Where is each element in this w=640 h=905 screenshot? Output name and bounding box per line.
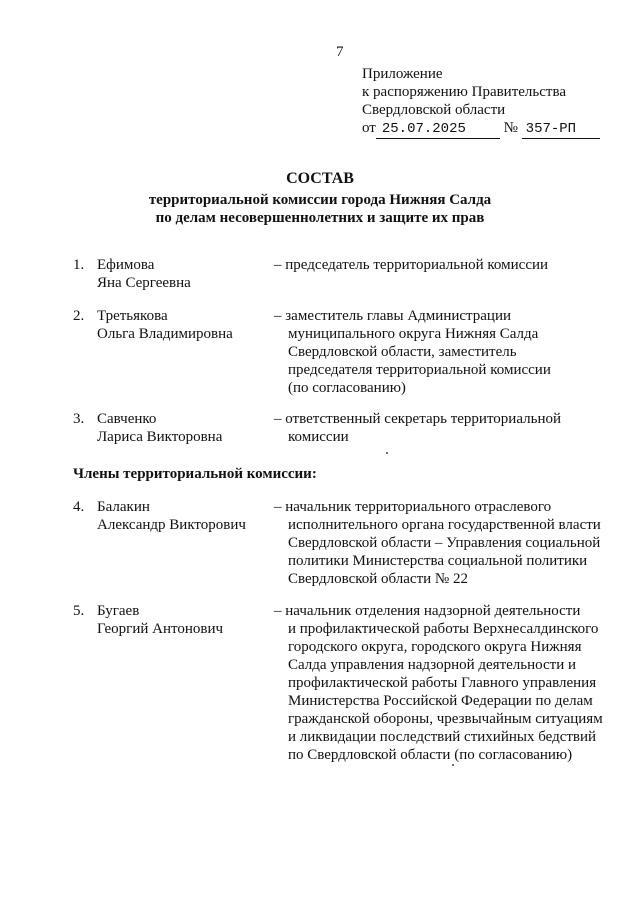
role-line: – начальник отделения надзорной деятельности: [274, 603, 581, 619]
role-line: – ответственный секретарь территориальной: [274, 411, 561, 427]
entry-surname: Бугаев: [97, 603, 140, 619]
title-line-3: по делам несовершеннолетних и защите их прав: [155, 210, 485, 226]
decree-number: 357-РП: [522, 120, 600, 139]
entry-number: 1.: [73, 257, 85, 273]
role-line: муниципального округа Нижняя Салда: [288, 326, 539, 342]
entry-name: [97, 498, 246, 534]
entry-given-name: Лариса Викторовна: [97, 429, 223, 445]
role-line: (по согласованию): [288, 380, 406, 396]
entry-surname: Балакин: [97, 499, 150, 515]
scan-dot: [452, 764, 454, 766]
entry-role: [274, 498, 619, 588]
role-line: и профилактической работы Верхнесалдинского: [288, 621, 599, 637]
role-line: городского округа, городского округа Нижняя: [288, 639, 582, 655]
document-title: [0, 170, 640, 227]
entry-role: [274, 256, 619, 274]
appendix-line-2: к распоряжению Правительства: [362, 84, 567, 100]
entry-number: 3.: [73, 411, 85, 427]
entry-name: [97, 410, 222, 446]
role-line: Министерства Российской Федерации по делам: [288, 693, 593, 709]
entry-surname: Савченко: [97, 411, 157, 427]
members-heading: Члены территориальной комиссии:: [73, 466, 317, 482]
role-line: Салда управления надзорной деятельности и: [288, 657, 577, 673]
entry-given-name: Александр Викторович: [97, 517, 246, 533]
entry-number: 4.: [73, 499, 85, 515]
entry-name: [97, 256, 191, 292]
entry-given-name: Георгий Антонович: [97, 621, 224, 637]
role-line: комиссии: [288, 429, 349, 445]
entry-given-name: Яна Сергеевна: [97, 275, 191, 291]
appendix-date-line: [362, 119, 622, 139]
role-line: профилактической работы Главного управления: [288, 675, 597, 691]
entry-name: [97, 307, 233, 343]
page-number: 7: [336, 44, 344, 60]
role-line: гражданской обороны, чрезвычайным ситуациям: [288, 711, 603, 727]
entry-number: 2.: [73, 308, 85, 324]
role-line: – начальник территориального отраслевого: [274, 499, 552, 515]
role-line: Свердловской области № 22: [288, 571, 468, 587]
role-line: исполнительного органа государственной власти: [288, 517, 601, 533]
entry-number: 5.: [73, 603, 85, 619]
role-line: Свердловской области, заместитель: [288, 344, 517, 360]
appendix-line-1: Приложение: [362, 66, 443, 82]
entry-role: [274, 307, 619, 397]
entry-surname: Ефимова: [97, 257, 155, 273]
entry-name: [97, 602, 223, 638]
role-line: – председатель территориальной комиссии: [274, 257, 549, 273]
decree-date: 25.07.2025: [376, 120, 500, 139]
role-line: председателя территориальной комиссии: [288, 362, 551, 378]
role-line: по Свердловской области (по согласованию): [288, 747, 573, 763]
appendix-header: [362, 65, 622, 139]
title-line-1: СОСТАВ: [286, 170, 354, 187]
date-prefix: от: [362, 120, 376, 136]
entry-given-name: Ольга Владимировна: [97, 326, 233, 342]
entry-role: [274, 602, 619, 764]
number-prefix: №: [503, 120, 518, 136]
scan-dot: [386, 452, 388, 454]
entry-role: [274, 410, 619, 446]
role-line: и ликвидации последствий стихийных бедствий: [288, 729, 597, 745]
appendix-line-3: Свердловской области: [362, 102, 506, 118]
role-line: Свердловской области – Управления социальной: [288, 535, 601, 551]
title-line-2: территориальной комиссии города Нижняя Салда: [148, 192, 492, 208]
entry-surname: Третьякова: [97, 308, 168, 324]
role-line: политики Министерства социальной политики: [288, 553, 588, 569]
role-line: – заместитель главы Администрации: [274, 308, 512, 324]
